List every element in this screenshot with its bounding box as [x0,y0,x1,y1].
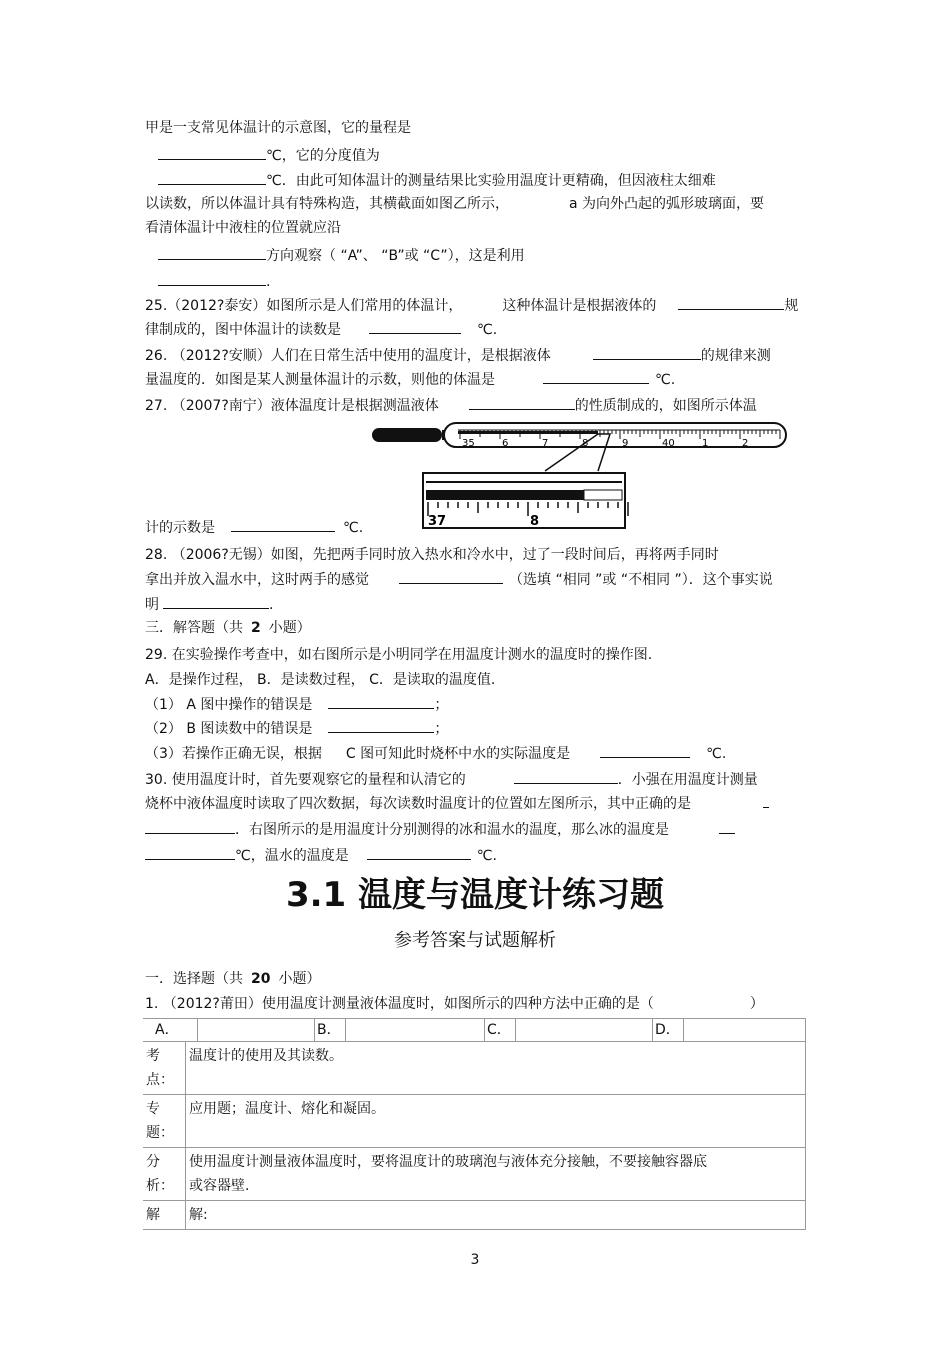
text-line: . [145,271,270,292]
scale-label: 9 [622,438,629,449]
question-25: 25.（2012?泰安）如图所示是人们常用的体温计， 这种体温计是根据液体的 规 [145,295,798,316]
answer-blank[interactable] [367,845,471,860]
text-line: ℃．由此可知体温计的测量结果比实验用温度计更精确，但因液柱太细难 [145,170,716,191]
scale-label: 8 [582,438,589,449]
answer-blank[interactable] [158,145,266,160]
row-label: 专 题： [143,1095,186,1148]
question-27-cont: 计的示数是 ℃. [145,517,363,538]
option-d: D． [653,1019,684,1041]
answer-blank[interactable] [678,295,784,310]
answer-blank[interactable] [763,793,769,808]
question-29-options: A．是操作过程， B．是读数过程， C．是读取的温度值. [145,672,496,688]
table-row [143,1201,806,1230]
table-row [143,1042,806,1095]
page-number: 3 [470,1252,480,1268]
answer-blank[interactable] [145,819,235,834]
answer-blank[interactable] [543,369,649,384]
thermometer-tube [444,423,786,447]
answer-blank[interactable] [158,245,266,260]
question-30-cont: ．右图所示的是用温度计分别测得的冰和温水的温度，那么冰的温度是 [145,819,735,840]
question-27: 27. （2007?南宁）液体温度计是根据测温液体 的性质制成的，如图所示体温 [145,395,757,416]
question-29-sub: （2） B 图读数中的错误是 ； [145,718,448,739]
thermometer-figure [370,420,790,532]
answer-blank[interactable] [514,769,618,784]
answer-blank[interactable] [158,271,266,286]
question-28: 28. （2006?无锡）如图，先把两手同时放入热水和冷水中，过了一段时间后，再将两手同时 [145,547,719,563]
row-content: 使用温度计测量液体温度时，要将温度计的玻璃泡与液体充分接触，不要接触容器底 或容器壁. [186,1148,806,1201]
row-content: 应用题；温度计、熔化和凝固。 [186,1095,806,1148]
question-30-cont: ℃，温水的温度是 ℃. [145,845,497,866]
row-label: 考 点： [143,1042,186,1095]
question-25-cont: 律制成的，图中体温计的读数是 ℃. [145,319,497,340]
row-content: 温度计的使用及其读数。 [186,1042,806,1095]
answer-blank[interactable] [469,395,575,410]
question-29-sub: （1） A 图中操作的错误是 ； [145,694,448,715]
question-29-sub: （3）若操作正确无误，根据 C 图可知此时烧杯中水的实际温度是 ℃. [145,743,726,764]
scale-label: 1 [702,438,709,449]
answer-blank[interactable] [328,718,434,733]
answer-blank[interactable] [399,569,503,584]
scale-label: 35 [462,438,475,449]
answer-blank[interactable] [328,694,434,709]
question-29: 29. 在实验操作考查中，如右图所示是小明同学在用温度计测水的温度时的操作图. [145,647,653,663]
table-row [143,1148,806,1201]
answer-blank[interactable] [719,819,735,834]
page-subtitle: 参考答案与试题解析 [394,930,556,951]
answer-blank[interactable] [369,319,461,334]
option-b: B． [315,1019,346,1041]
question-30-cont: 烧杯中液体温度时读取了四次数据，每次读数时温度计的位置如左图所示，其中正确的是 [145,793,769,814]
question-26-cont: 量温度的．如图是某人测量体温计的示数，则他的体温是 ℃. [145,369,675,390]
answer-table [143,1018,806,1230]
answer-blank[interactable] [145,845,235,860]
text-line: 以读数，所以体温计具有特殊构造，其横截面如图乙所示， a 为向外凸起的弧形玻璃面，要 [145,196,765,212]
text-line: 看清体温计中液柱的位置就应沿 [145,220,341,236]
answer-blank[interactable] [158,170,266,185]
answer-blank[interactable] [163,594,269,609]
answer-blank[interactable] [593,345,701,360]
options-row [143,1019,806,1042]
text-line: ℃，它的分度值为 [145,145,380,166]
page-title: 3.1 温度与温度计练习题 [285,875,665,915]
section-heading: 一．选择题（共 20 小题） [145,971,321,987]
answer-blank[interactable] [600,743,690,758]
option-c: C． [485,1019,516,1041]
zoom-label: 8 [530,514,540,529]
text-line: 甲是一支常见体温计的示意图，它的量程是 [145,120,411,136]
answer-blank[interactable] [231,517,335,532]
row-label: 分 析： [143,1148,186,1201]
text-line: 方向观察（ “A”、 “B”或 “C”），这是利用 [145,245,525,266]
option-a: A． [143,1019,198,1041]
zoom-label: 37 [428,514,447,529]
section-heading: 三．解答题（共 2 小题） [145,620,311,636]
row-content: 解: [186,1201,806,1230]
scale-label: 2 [742,438,749,449]
scale-label: 6 [502,438,509,449]
question-1: 1. （2012?莆田）使用温度计测量液体温度时，如图所示的四种方法中正确的是（ ） [145,996,764,1012]
question-28-cont: 拿出并放入温水中，这时两手的感觉 （选填 “相同 ”或 “不相同 ”）．这个事实说 [145,569,773,590]
question-26: 26. （2012?安顺）人们在日常生活中使用的温度计，是根据液体 的规律来测 [145,345,771,366]
thermometer-bulb [372,428,442,442]
question-30: 30. 使用温度计时，首先要观察它的量程和认清它的 ．小强在用温度计测量 [145,769,758,790]
scale-label: 40 [662,438,675,449]
scale-label: 7 [542,438,549,449]
table-row [143,1095,806,1148]
question-28-cont: 明 . [145,594,273,615]
row-label: 解 [143,1201,186,1230]
